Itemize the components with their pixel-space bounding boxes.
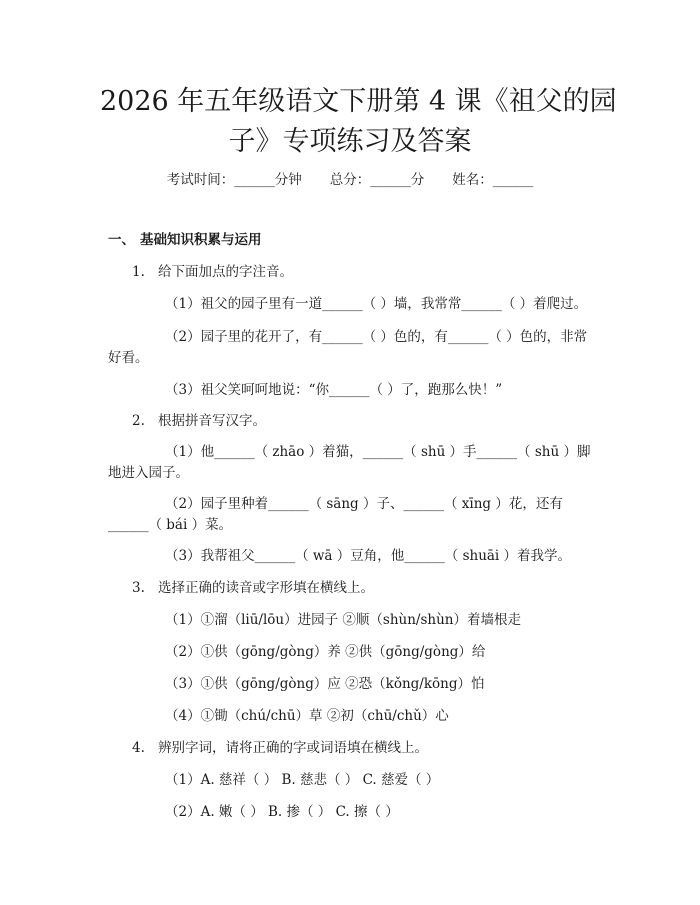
total-score: 总分：______分	[329, 172, 425, 188]
question-1-stem	[132, 262, 293, 282]
section-label: 基础知识积累与运用	[140, 232, 262, 248]
question-text: 辨别字词，请将正确的字或词语填在横线上。	[158, 740, 428, 756]
section-heading	[108, 230, 262, 250]
section-number: 一、	[108, 232, 135, 248]
question-2-stem	[132, 411, 266, 431]
question-1-item-continued: 好看。	[108, 350, 149, 366]
question-2-item: （3）我帮祖父______（ wā ）豆角，他______（ shuāi ）着我学。	[165, 548, 572, 564]
question-2-item: （1）他______（ zhāo ）着猫，______（ shū ）手______（ shū ）脚	[165, 444, 591, 460]
student-name: 姓名：______	[452, 172, 534, 188]
question-1-item: （2）园子里的花开了，有______（ ）色的，有______（ ）色的，非常	[165, 329, 588, 345]
question-number: 4.	[132, 740, 145, 756]
title-line-2: 子》专项练习及答案	[228, 126, 472, 157]
question-text: 给下面加点的字注音。	[158, 264, 293, 280]
question-4-item: （1）A. 慈祥（ ） B. 慈悲（ ） C. 慈爱（ ）	[165, 772, 440, 788]
question-number: 1.	[132, 264, 145, 280]
question-2-item: （2）园子里种着______（ sāng ）子、______（ xīng ）花，还有	[165, 496, 563, 512]
title-line-1: 2026 年五年级语文下册第 4 课《祖父的园	[100, 86, 617, 117]
exam-time: 考试时间：______分钟	[166, 172, 302, 188]
question-text: 选择正确的读音或字形填在横线上。	[158, 580, 374, 596]
question-2-item-continued: 地进入园子。	[108, 465, 189, 481]
question-3-item: （2）①供（gōng/gòng）养 ②供（gōng/gòng）给	[165, 644, 486, 660]
exam-meta	[0, 168, 700, 188]
document-title	[100, 82, 617, 162]
question-1-item: （1）祖父的园子里有一道______（ ）墙，我常常______（ ）着爬过。	[165, 296, 588, 312]
question-text: 根据拼音写汉字。	[158, 413, 266, 429]
question-3-item: （3）①供（gōng/gòng）应 ②恐（kǒng/kōng）怕	[165, 676, 485, 692]
question-number: 3.	[132, 580, 145, 596]
question-number: 2.	[132, 413, 145, 429]
question-2-item-continued: ______（ bái ）菜。	[108, 517, 233, 533]
question-3-item: （1）①溜（liū/lōu）进园子 ②顺（shùn/shùn）着墙根走	[165, 612, 521, 628]
question-4-stem	[132, 738, 428, 758]
question-3-stem	[132, 578, 374, 598]
question-1-item: （3）祖父笑呵呵地说：“你______（ ）了，跑那么快！”	[165, 382, 503, 398]
question-3-item: （4）①锄（chú/chū）草 ②初（chū/chǔ）心	[165, 708, 449, 724]
question-4-item: （2）A. 嫩（ ） B. 掺（ ） C. 擦（ ）	[165, 804, 399, 820]
